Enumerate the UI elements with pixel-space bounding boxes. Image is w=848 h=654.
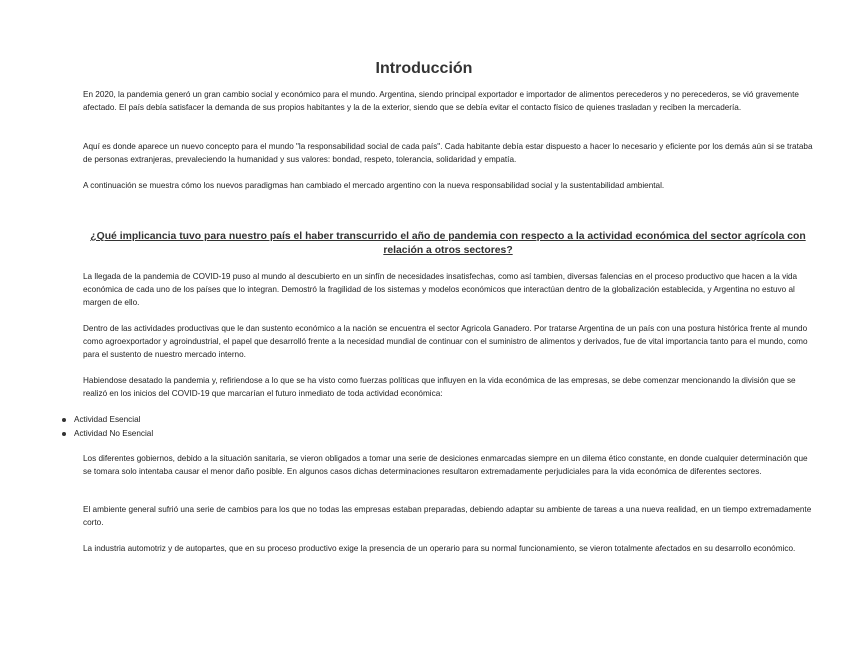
bullet-icon — [62, 432, 66, 436]
list-item — [62, 427, 153, 441]
closing-paragraph-1: Los diferentes gobiernos, debido a la situación sanitaria, se vieron obligados a tomar una serie de desiciones enmarcadas siempre en un dilema ético constante, en donde cualquier determinación que se tomara solo intentaba causar el menor daño posible. En algunos casos dichas determinaciones resultaron extremadamente perjudiciales para la vida económica de diferentes sectores. — [83, 454, 808, 476]
body-paragraph-2: Dentro de las actividades productivas que le dan sustento económico a la nación se encuentra el sector Agricola Ganadero. Por tratarse Argentina de un país con una postura histórica frente al mundo como agroexportador y agroindustrial, el papel que desarrolló frente a la necesidad mundial de continuar con el suministro de alimentos y derivados, fue de vital importancia tanto para el mundo, como para el sustento de nuestro mercado interno. — [83, 324, 808, 359]
body-paragraph-1: La llegada de la pandemia de COVID-19 puso al mundo al descubierto en un sinfín de necesidades insatisfechas, como así tambien, diversas falencias en el proceso productivo que hacen a la vida económica de cada uno de los países que lo integran. Demostró la fragilidad de los sistemas y modelos económicos que interactúan dentro de la globalización establecida, y Argentina no estuvo al margen de ello. — [83, 272, 798, 307]
page-title: Introducción — [375, 60, 473, 77]
list-item-label: Actividad Esencial — [74, 415, 141, 424]
intro-paragraph-2: Aquí es donde aparece un nuevo concepto para el mundo "la responsabilidad social de cada país". Cada habitante debía estar dispuesto a hacer lo necesario y eficiente por los demás aún si se trataba de personas extranjeras, prevaleciendo la humanidad y sus valores: bondad, respeto, tolerancia, solidaridad y empatía. — [83, 142, 813, 164]
list-item-label: Actividad No Esencial — [74, 429, 154, 438]
section-question-heading: ¿Qué implicancia tuvo para nuestro país el haber transcurrido el año de pandemia con respecto a la actividad económica del sector agrícola con relación a otros sectores? — [90, 231, 806, 256]
body-paragraph-3: Habiendose desatado la pandemia y, refiriendose a lo que se ha visto como fuerzas políticas que influyen en la vida económica de las empresas, se debe comenzar mencionando la división que se realizó en los inicios del COVID-19 que marcarían el futuro inmediato de toda actividad económica: — [83, 376, 796, 398]
list-item — [62, 413, 153, 427]
bullet-icon — [62, 418, 66, 422]
activity-list — [62, 413, 153, 441]
intro-paragraph-3: A continuación se muestra cómo los nuevos paradigmas han cambiado el mercado argentino con la nueva responsabilidad social y la sustentabilidad ambiental. — [83, 181, 665, 190]
intro-paragraph-1: En 2020, la pandemia generó un gran cambio social y económico para el mundo. Argentina, siendo principal exportador e importador de alimentos perecederos y no perecederos, se vió gravemente afectado. El país debía satisfacer la demanda de sus propios habitantes y la de la exterior, siendo que se debía evitar el contacto físico de quienes trasladan y reciben la mercadería. — [83, 90, 799, 112]
closing-paragraph-3: La industria automotriz y de autopartes, que en su proceso productivo exige la presencia de un operario para su normal funcionamiento, se vieron totalmente afectados en su desarrollo económico. — [83, 544, 796, 553]
closing-paragraph-2: El ambiente general sufrió una serie de cambios para los que no todas las empresas estaban preparadas, debiendo adaptar su ambiente de tareas a una nueva realidad, en un tiempo extremadamente corto. — [83, 505, 812, 527]
